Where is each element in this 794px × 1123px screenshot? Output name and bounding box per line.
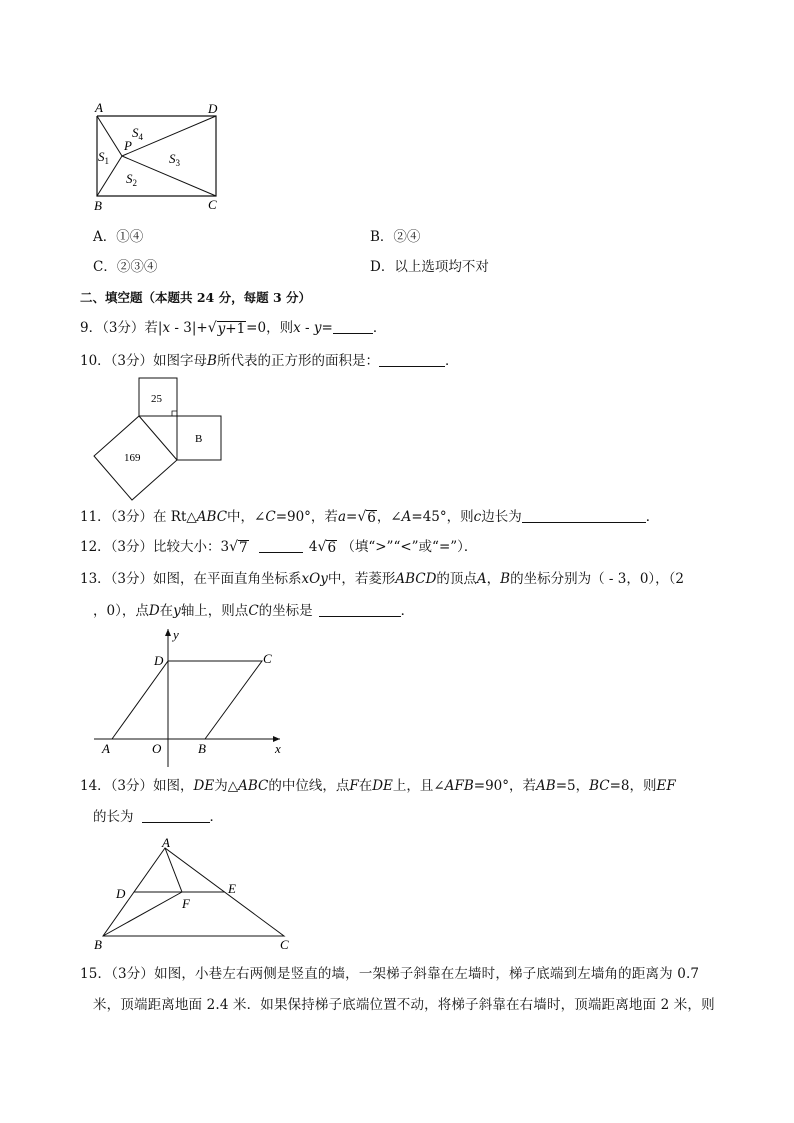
label-A: A [95,100,103,115]
label-C: C [208,197,217,212]
tri-B-label: B [94,937,102,952]
tri-E-label: E [228,881,236,896]
square-169-label: 169 [124,452,141,464]
tri-F-label: F [182,896,190,911]
origin-O-label: O [152,741,162,756]
axis-y-label: y [173,627,179,642]
area-S1: $S_1$ [98,149,109,166]
point-A-label: A [102,741,110,756]
square-25-label: 25 [151,393,162,405]
option-C[interactable]: C．②③④ [93,259,158,275]
point-D-label: D [154,653,164,668]
label-P: P [124,138,132,153]
option-A[interactable]: A．①④ [93,229,144,245]
answer-blank-10[interactable] [379,352,445,367]
answer-blank-11[interactable] [522,508,646,523]
section-title: 二、填空题（本题共 24 分，每题 3 分） [80,290,312,305]
question-15-line1: 15．（3分）如图，小巷左右两侧是竖直的墙，一架梯子斜靠在左墙时，梯子底端到左墙角的距离为 0.7 [80,966,700,982]
axis-x-label: x [275,741,281,756]
answer-blank-13[interactable] [319,602,401,617]
label-B: B [94,198,102,213]
question-14-line2: 的长为 ． [93,809,223,825]
answer-blank-9[interactable] [333,319,373,334]
option-D[interactable]: D．以上选项均不对 [370,259,489,275]
option-B[interactable]: B．②④ [370,229,421,245]
area-S4: $S_4$ [132,125,143,142]
rectangle-figure [88,100,228,215]
tri-C-label: C [280,937,289,952]
question-12: 12．（3分）比较大小：3 √ 7 4 √ 6 （填“>”“<”或“=”）． [80,539,478,556]
square-B-label: B [195,433,203,445]
question-13-line1: 13．（3分）如图，在平面直角坐标系xOy中，若菱形ABCD的顶点A，B的坐标分别为（ - 3，0），（2 [80,571,685,587]
question-10: 10．（3分）如图字母B所代表的正方形的面积是： ． [80,353,459,369]
squares-figure [90,375,230,500]
tri-A-label: A [162,835,170,850]
question-11: 11．（3分）在 Rt△ABC中，∠C=90°，若a= √ 6 ，∠A=45°，则c边长为 ． [80,509,660,526]
question-15-line2: 米，顶端距离地面 2.4 米．如果保持梯子底端位置不动，将梯子斜靠在右墙时，顶端距离地面 2 米，则 [93,997,715,1013]
label-D: D [208,101,218,116]
question-14-line1: 14．（3分）如图，DE为△ABC的中位线，点F在DE上，且∠AFB=90°，若AB=5，BC=8，则EF [80,778,676,794]
question-9: 9．（3分）若|x - 3|+ √ y+1 =0，则x - y= ． [80,320,387,337]
area-S3: $S_3$ [169,151,180,168]
answer-blank-14[interactable] [142,808,210,823]
area-S2: $S_2$ [126,171,137,188]
tri-D-label: D [116,886,126,901]
triangle-figure [90,835,300,953]
coordinate-figure [90,625,290,770]
question-13-line2: ，0），点D在y轴上，则点C的坐标是 ． [93,603,415,619]
point-B-label: B [198,741,206,756]
answer-blank-12[interactable] [259,538,303,553]
point-C-label: C [263,651,272,666]
